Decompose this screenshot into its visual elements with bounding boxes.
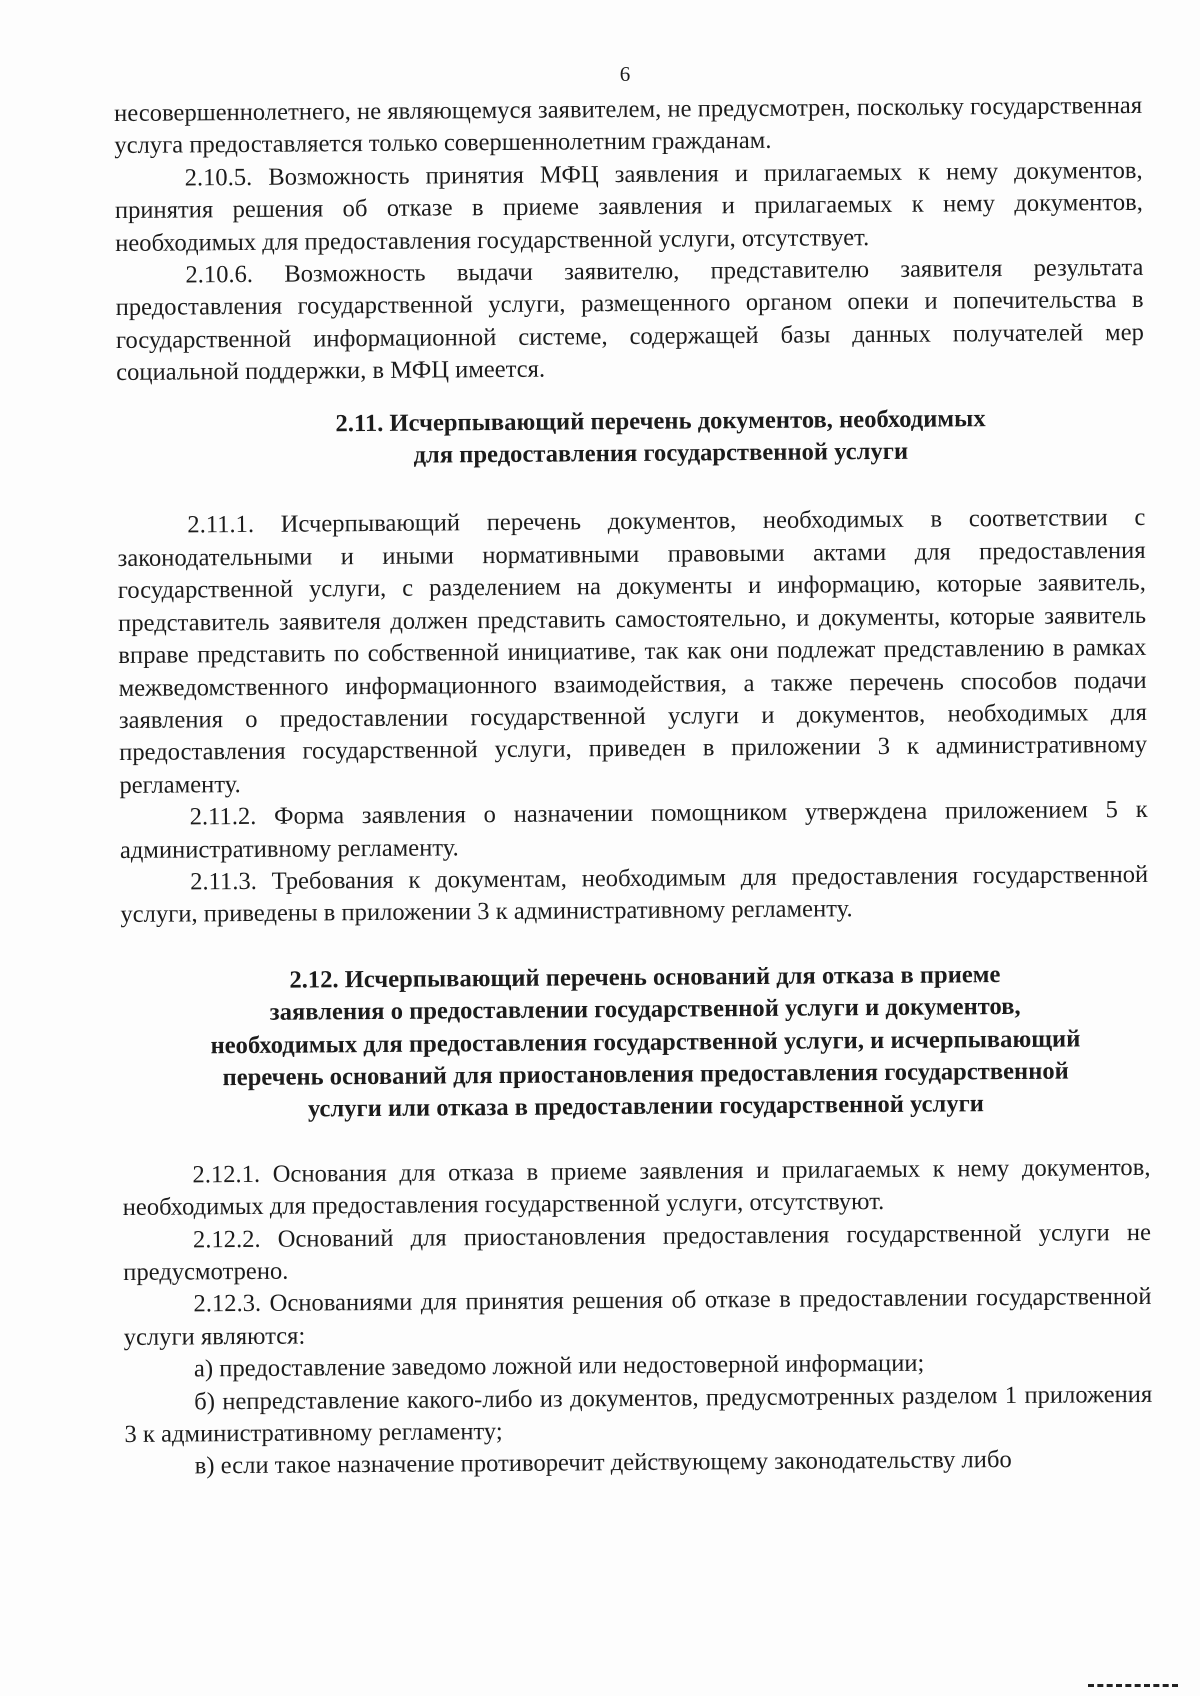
scan-edge-mark <box>1088 1684 1178 1690</box>
paragraph-2-10-5: 2.10.5. Возможность принятия МФЦ заявления и прилагаемых к нему документов, принятия решения об отказе в приеме заявления и прилагаемых к нему документов, необходимых для предоставления государственной услуги, отсутствует. <box>114 156 1143 257</box>
section-heading-2-12 <box>121 958 1150 1128</box>
section-heading-2-12-line2: заявления о предоставлении государственной услуги и документов, <box>269 993 1021 1026</box>
section-heading-2-11 <box>116 402 1144 475</box>
paragraph-2-11-3: 2.11.3. Требования к документам, необходимым для предоставления государственной услуги, приведены в приложении 3 к административному регламенту. <box>120 860 1149 929</box>
section-heading-2-12-line3: необходимых для предоставления государственной услуги, и исчерпывающий <box>210 1025 1081 1059</box>
list-item-a: а) предоставление заведомо ложной или недостоверной информации; <box>193 1349 925 1383</box>
section-heading-2-12-line4: перечень оснований для приостановления предоставления государственной <box>222 1057 1069 1092</box>
section-heading-2-11-line1: 2.11. Исчерпывающий перечень документов, необходимых <box>335 404 986 437</box>
section-heading-2-12-line1: 2.12. Исчерпывающий перечень оснований для отказа в приеме <box>289 960 1001 994</box>
section-heading-2-12-line5: услуги или отказа в предоставлении государственной услуги <box>307 1090 985 1123</box>
page-number: 6 <box>619 62 631 86</box>
paragraph-2-10-6: 2.10.6. Возможность выдачи заявителю, представителю заявителя результата предоставления государственной услуги, размещенного органом опеки и попечительства в государственной информационной системе, содержащей базы данных получателей мер социальной поддержки, в МФЦ имеется. <box>115 253 1144 387</box>
paragraph-2-12-1: 2.12.1. Основания для отказа в приеме заявления и прилагаемых к нему документов, необходимых для предоставления государственной услуги, отсутствуют. <box>122 1153 1151 1222</box>
list-item-b: б) непредставление какого-либо из документов, предусмотренных разделом 1 приложения 3 к административному регламенту; <box>124 1380 1153 1448</box>
paragraph-2-11-1: 2.11.1. Исчерпывающий перечень документов, необходимых в соответствии с законодательными и иными нормативными правовыми актами для предоставления государственной услуги, с разделением на документы и информацию, которые заявитель, представитель заявителя должен представить самостоятельно, и документы, которые заявитель вправе представить по собственной инициативе, так как они подлежат представлению в рамках межведомственного информационного взаимодействия, а также перечень способов подачи заявления о предоставлении государственной услуги и документов, необходимых для предоставления государственной услуги, приведен в приложении 3 к административному регламенту. <box>117 504 1148 799</box>
paragraph-2-11-2: 2.11.2. Форма заявления о назначении помощником утверждена приложением 5 к административному регламенту. <box>119 796 1148 864</box>
document-body <box>114 90 1153 1484</box>
section-heading-2-11-line2: для предоставления государственной услуги <box>413 437 909 469</box>
paragraph-continuation: несовершеннолетнего, не являющемуся заявителем, не предусмотрен, поскольку государственная услуга предоставляется только совершеннолетним гражданам. <box>114 91 1143 160</box>
paragraph-2-12-2: 2.12.2. Оснований для приостановления предоставления государственной услуги не предусмотрено. <box>123 1218 1152 1286</box>
list-item-v: в) если такое назначение противоречит действующему законодательству либо <box>194 1446 1012 1480</box>
paragraph-2-12-3: 2.12.3. Основаниями для принятия решения об отказе в предоставлении государственной услуги являются: <box>123 1283 1152 1351</box>
